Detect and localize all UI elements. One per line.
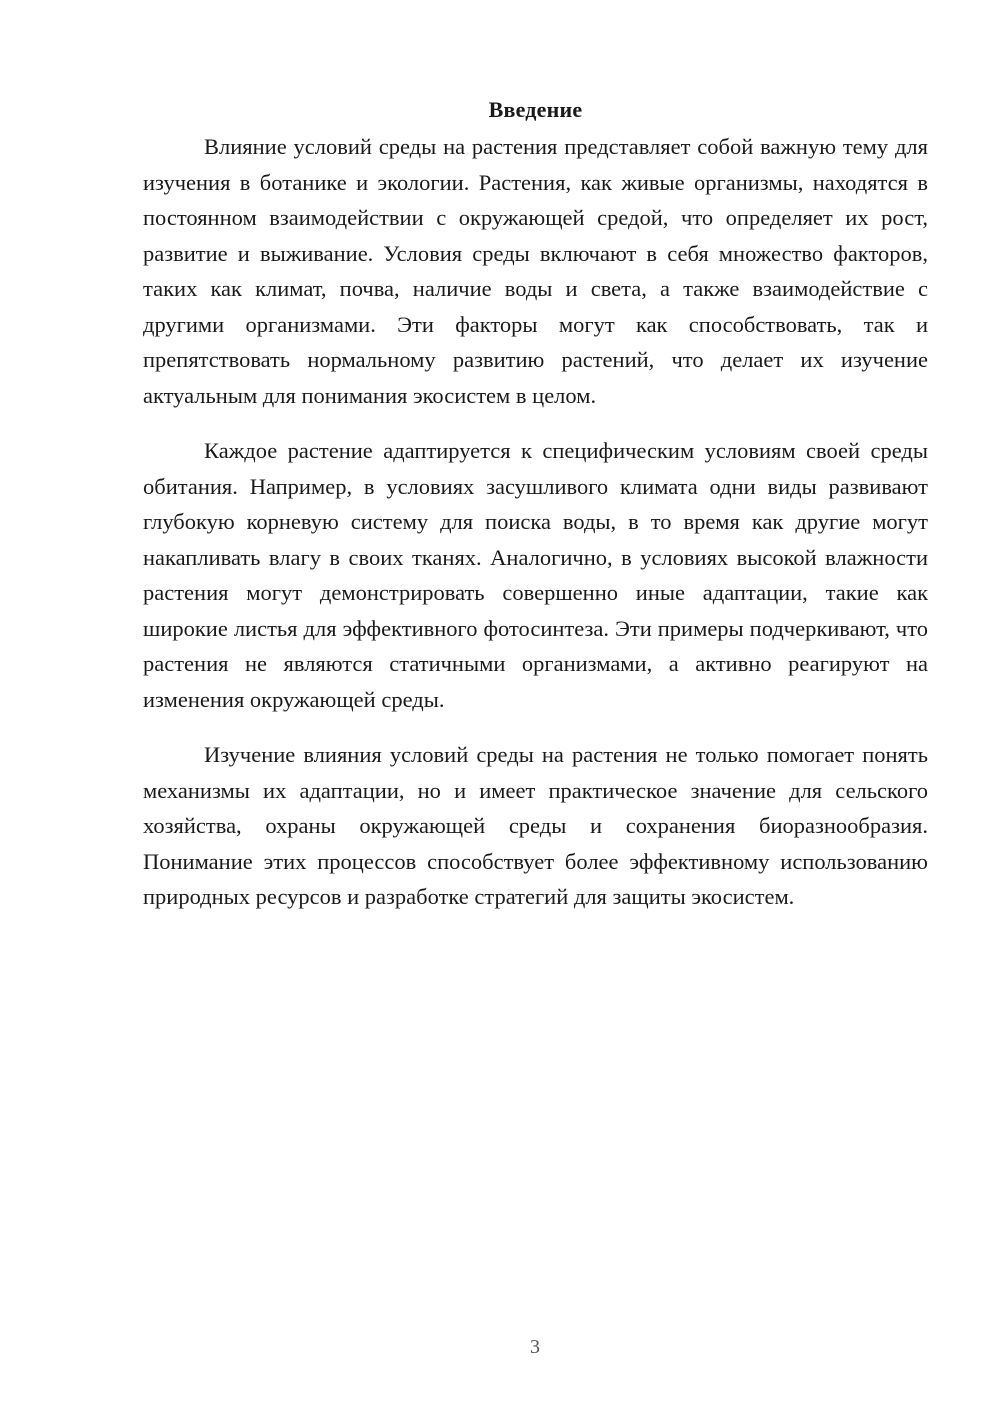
paragraph-2: Каждое растение адаптируется к специфическим условиям своей среды обитания. Например, в условиях засушливого климата одни виды развивают глубокую корневую систему для поиска воды, в то время как другие могут накапливать влагу в своих тканях. Аналогично, в условиях высокой влажности растения могут демонстрировать совершенно иные адаптации, такие как широкие листья для эффективного фотосинтеза. Эти примеры подчеркивают, что растения не являются статичными организмами, а активно реагируют на изменения окружающей среды.	[143, 438, 928, 712]
paragraph-1: Влияние условий среды на растения представляет собой важную тему для изучения в ботанике и экологии. Растения, как живые организмы, находятся в постоянном взаимодействии с окружающей средой, что определяет их рост, развитие и выживание. Условия среды включают в себя множество факторов, таких как климат, почва, наличие воды и света, а также взаимодействие с другими организмами. Эти факторы могут как способствовать, так и препятствовать нормальному развитию растений, что делает их изучение актуальным для понимания экосистем в целом.	[143, 134, 928, 408]
paragraph-3: Изучение влияния условий среды на растения не только помогает понять механизмы их адаптации, но и имеет практическое значение для сельского хозяйства, охраны окружающей среды и сохранения биоразнообразия. Понимание этих процессов способствует более эффективному использованию природных ресурсов и разработке стратегий для защиты экосистем.	[143, 742, 928, 909]
page-content	[143, 95, 928, 935]
page-number: 3	[530, 1336, 540, 1358]
section-title: Введение	[488, 97, 583, 122]
